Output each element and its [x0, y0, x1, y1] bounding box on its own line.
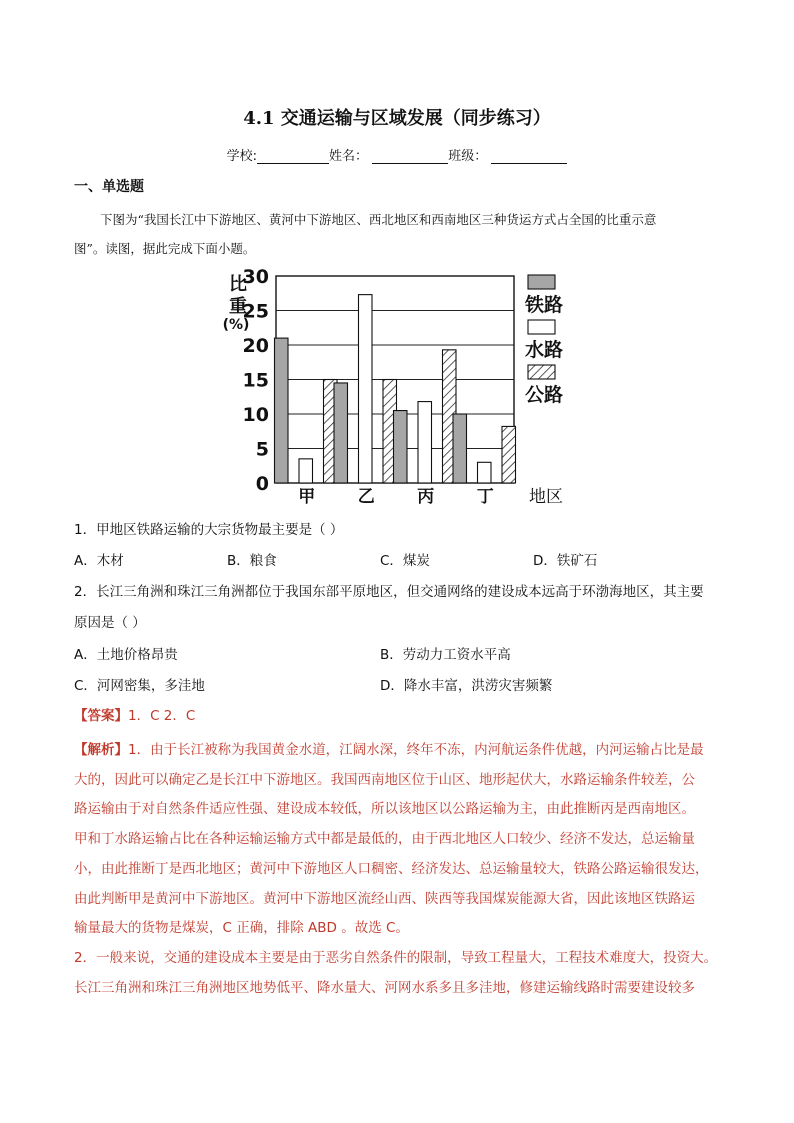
q2-option-d[interactable]: D．降水丰富，洪涝灾害频繁 [380, 678, 553, 694]
q1-option-c[interactable]: C．煤炭 [380, 553, 430, 569]
question-1-stem: 1．甲地区铁路运输的大宗货物最主要是（ ） [74, 522, 344, 538]
question-2-stem-line-1: 2．长江三角洲和珠江三角洲都位于我国东部平原地区，但交通网络的建设成本远高于环渤海地区，其主要 [74, 584, 704, 600]
x-tick-label: 乙 [357, 487, 375, 507]
student-info-line [0, 145, 794, 164]
bar-水路 [299, 459, 313, 483]
analysis-label: 【解析】 [74, 742, 128, 758]
analysis-block [74, 736, 734, 1003]
bar-铁路 [453, 414, 467, 483]
bar-铁路 [334, 383, 348, 483]
bar-水路 [359, 295, 373, 483]
intro-line-1: 下图为“我国长江中下游地区、黄河中下游地区、西北地区和西南地区三种货运方式占全国的比重示意 [100, 212, 657, 227]
school-label: 学校: [226, 149, 258, 164]
q1-option-d[interactable]: D．铁矿石 [533, 553, 598, 569]
y-tick-label: 10 [242, 404, 269, 426]
bar-水路 [478, 462, 492, 483]
bar-铁路 [394, 411, 408, 483]
section-title: 一、单选题 [74, 179, 144, 195]
q1-option-a[interactable]: A．木材 [74, 553, 124, 569]
y-tick-label: 0 [255, 473, 269, 495]
analysis-line: 2．一般来说，交通的建设成本主要是由于恶劣自然条件的限制，导致工程量大，工程技术难度大，投资大。 [74, 949, 718, 966]
x-axis-label: 地区 [529, 487, 563, 507]
x-tick-label: 丙 [417, 487, 435, 507]
analysis-line: 路运输由于对自然条件适应性强、建设成本较低，所以该地区以公路运输为主，由此推断丙是西南地区。 [74, 801, 695, 818]
y-tick-label: 20 [242, 335, 269, 357]
x-tick-label: 甲 [298, 487, 316, 507]
analysis-line: 长江三角洲和珠江三角洲地区地势低平、降水量大、河网水系多且多洼地，修建运输线路时需要建设较多 [74, 979, 695, 996]
q2-option-b[interactable]: B．劳动力工资水平高 [380, 647, 511, 663]
analysis-line: 【解析】1．由于长江被称为我国黄金水道，江阔水深，终年不冻，内河航运条件优越，内河运输占比是最 [74, 742, 704, 758]
name-label: 姓名： [329, 149, 369, 164]
legend-label: 铁路 [525, 294, 564, 316]
analysis-line: 小，由此推断丁是西北地区；黄河中下游地区人口稠密、经济发达、总运输量较大，铁路公路运输很发达， [74, 860, 709, 877]
answer-line [74, 704, 195, 724]
analysis-line: 由此判断甲是黄河中下游地区。黄河中下游地区流经山西、陕西等我国煤炭能源大省，因此该地区铁路运 [74, 890, 695, 907]
y-tick-label: 30 [242, 266, 269, 288]
transport-chart [222, 262, 582, 510]
page-title: 4.1 交通运输与区域发展（同步练习） [243, 108, 551, 129]
question-2-stem-line-2: 原因是（ ） [74, 615, 146, 631]
bar-水路 [418, 402, 432, 483]
legend-swatch [528, 320, 555, 334]
q2-option-c[interactable]: C．河网密集，多洼地 [74, 678, 205, 694]
x-tick-label: 丁 [476, 487, 494, 507]
y-axis-label: 重 [229, 296, 247, 317]
analysis-line: 大的，因此可以确定乙是长江中下游地区。我国西南地区位于山区、地形起伏大，水路运输条件较差，公 [74, 771, 695, 788]
intro-line-2: 图”。读图，据此完成下面小题。 [74, 241, 256, 256]
class-label: 班级： [448, 149, 488, 164]
answer-text: 1．C 2．C [128, 708, 196, 724]
legend-swatch [528, 365, 555, 379]
y-axis-label: (%) [222, 317, 250, 333]
y-tick-label: 25 [242, 300, 269, 323]
bar-公路 [502, 426, 516, 483]
school-blank[interactable] [257, 149, 329, 164]
bar-铁路 [275, 338, 289, 483]
y-tick-label: 15 [242, 369, 269, 392]
legend-label: 公路 [525, 384, 564, 406]
y-tick-label: 5 [255, 438, 269, 461]
class-blank[interactable] [491, 149, 567, 164]
analysis-line: 甲和丁水路运输占比在各种运输运输方式中都是最低的，由于西北地区人口较少、经济不发达，总运输量 [74, 831, 695, 848]
answer-label: 【答案】 [74, 708, 128, 724]
y-axis-label: 比 [229, 274, 247, 295]
q2-option-a[interactable]: A．土地价格昂贵 [74, 647, 178, 663]
question-intro [74, 205, 730, 263]
q1-option-b[interactable]: B．粮食 [227, 553, 277, 569]
analysis-line: 输量最大的货物是煤炭，C 正确，排除 ABD 。故选 C。 [74, 920, 409, 937]
legend-swatch [528, 275, 555, 289]
legend-label: 水路 [525, 339, 564, 361]
name-blank[interactable] [372, 149, 448, 164]
